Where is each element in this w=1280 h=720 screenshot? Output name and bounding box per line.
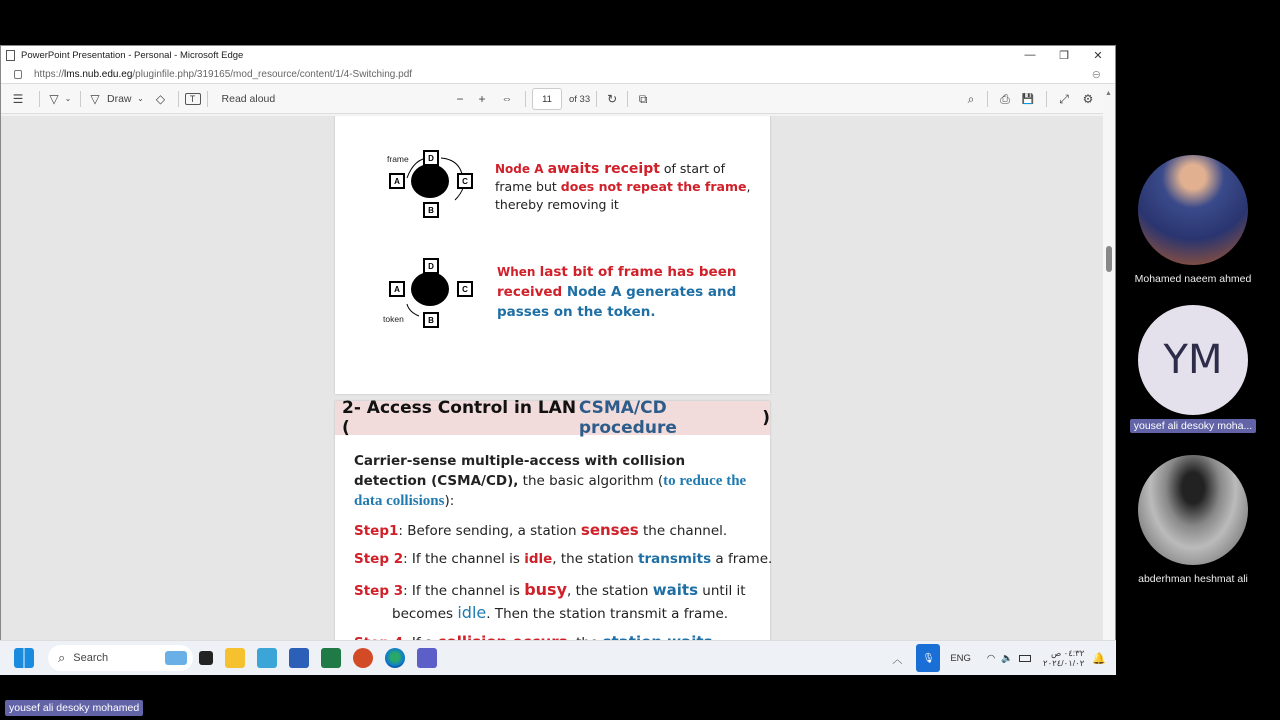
draw-button[interactable]: Draw bbox=[107, 92, 132, 105]
vertical-scrollbar[interactable] bbox=[1103, 86, 1115, 675]
wifi-icon[interactable]: ◠ bbox=[986, 652, 996, 664]
divider bbox=[80, 91, 81, 107]
draw-icon[interactable]: ▽ bbox=[90, 91, 100, 106]
search-highlight-icon bbox=[165, 651, 187, 665]
node-d: D bbox=[423, 258, 439, 274]
divider bbox=[207, 91, 208, 107]
window-title: PowerPoint Presentation - Personal - Microsoft Edge bbox=[21, 50, 244, 61]
node-c: C bbox=[457, 173, 473, 189]
section-header: 2- Access Control in LAN ( CSMA/CD procedure ) bbox=[335, 401, 770, 435]
intro-paragraph: Carrier-sense multiple-access with collision detection (CSMA/CD), the basic algorithm (to reduce the data collisions): bbox=[354, 453, 747, 509]
settings-icon[interactable]: ⚙ bbox=[1082, 92, 1094, 106]
word-icon[interactable] bbox=[289, 648, 309, 668]
frame-label: frame bbox=[387, 154, 409, 164]
powerpoint-icon[interactable] bbox=[353, 648, 373, 668]
url-scheme: https:// bbox=[34, 68, 65, 80]
page-icon bbox=[6, 50, 15, 61]
avatar-initials: YM bbox=[1138, 305, 1248, 415]
teams-icon[interactable] bbox=[417, 648, 437, 668]
address-bar[interactable] bbox=[1, 65, 1115, 84]
divider bbox=[627, 91, 628, 107]
notifications-icon[interactable]: 🔔 bbox=[1092, 652, 1106, 665]
node-a: A bbox=[389, 281, 405, 297]
browser-window bbox=[0, 45, 1116, 675]
zoom-indicator-icon[interactable]: ⊖ bbox=[1091, 68, 1101, 81]
highlight-icon[interactable]: ▽ bbox=[49, 91, 59, 106]
participant-name-badge: yousef ali desoky moha... bbox=[1130, 419, 1256, 433]
page-view-icon[interactable]: ⧉ bbox=[638, 91, 648, 106]
url-path: /pluginfile.php/319165/mod_resource/content/1/4-Switching.pdf bbox=[132, 68, 413, 80]
slide-page-top bbox=[335, 116, 770, 394]
scroll-up-icon[interactable]: ▲ bbox=[1105, 90, 1112, 97]
print-icon[interactable]: ⎙ bbox=[1000, 91, 1010, 106]
draw-chevron-icon[interactable]: ⌄ bbox=[137, 94, 144, 103]
search-icon[interactable]: ⌕ bbox=[967, 91, 975, 106]
participant-name: abderhman heshmat ali bbox=[1138, 573, 1248, 585]
restore-button[interactable]: ❐ bbox=[1059, 50, 1069, 62]
node-d: D bbox=[423, 150, 439, 166]
contents-icon[interactable]: ☰ bbox=[12, 91, 24, 106]
file-explorer-icon[interactable] bbox=[225, 648, 245, 668]
token-label: token bbox=[383, 314, 404, 324]
edge-icon[interactable] bbox=[385, 648, 405, 668]
step-1: Step1: Before sending, a station senses the channel. bbox=[354, 521, 728, 539]
task-view-icon[interactable] bbox=[199, 651, 213, 665]
slide-page-bottom bbox=[335, 398, 773, 675]
zoom-in-button[interactable]: + bbox=[478, 92, 486, 106]
volume-icon[interactable]: 🔈 bbox=[1001, 652, 1014, 664]
pdf-viewer[interactable] bbox=[1, 116, 1105, 675]
erase-icon[interactable]: ◇ bbox=[155, 91, 166, 106]
battery-icon[interactable] bbox=[1019, 655, 1031, 662]
step-2: Step 2: If the channel is idle, the station transmits a frame. bbox=[354, 551, 773, 567]
avatar-photo bbox=[1138, 455, 1248, 565]
system-tray bbox=[892, 644, 1116, 672]
excel-icon[interactable] bbox=[321, 648, 341, 668]
text-when-last-bit: When last bit of frame has been received Node A generates and passes on the token. bbox=[497, 264, 737, 320]
desktop-icon[interactable] bbox=[257, 648, 277, 668]
node-b: B bbox=[423, 202, 439, 218]
language-indicator[interactable]: ENG bbox=[950, 652, 971, 664]
zoom-out-button[interactable]: − bbox=[456, 92, 464, 106]
divider bbox=[596, 91, 597, 107]
divider bbox=[525, 91, 526, 107]
textbox-icon[interactable]: T bbox=[185, 93, 201, 105]
participant-tile-active[interactable] bbox=[1118, 305, 1268, 434]
taskbar-search[interactable]: ⌕ Search bbox=[48, 645, 193, 671]
node-a: A bbox=[389, 173, 405, 189]
page-total: of 33 bbox=[569, 93, 591, 105]
clock[interactable]: ٠٤:٣٢ ص ٢٠٢٤/٠١/٠٢ bbox=[1043, 648, 1085, 668]
highlight-chevron-icon[interactable]: ⌄ bbox=[64, 94, 72, 103]
divider bbox=[987, 91, 988, 107]
title-bar bbox=[1, 46, 1115, 65]
search-icon: ⌕ bbox=[58, 650, 66, 665]
divider bbox=[1046, 91, 1047, 107]
avatar-photo bbox=[1138, 155, 1248, 265]
node-b: B bbox=[423, 312, 439, 328]
speaker-name-badge: yousef ali desoky mohamed bbox=[5, 700, 143, 716]
participant-tile[interactable] bbox=[1118, 155, 1268, 285]
participant-name: Mohamed naeem ahmed bbox=[1134, 273, 1252, 285]
scroll-thumb[interactable] bbox=[1106, 246, 1112, 272]
step-3: Step 3: If the channel is busy, the station waits until it becomes idle. Then the station transmit a frame. bbox=[354, 580, 746, 622]
node-c: C bbox=[457, 281, 473, 297]
divider bbox=[178, 91, 179, 107]
ring-diagram-frame bbox=[385, 148, 485, 238]
url-host: lms.nub.edu.eg bbox=[64, 68, 133, 80]
participant-tile[interactable] bbox=[1118, 455, 1268, 585]
microphone-icon[interactable]: 🎙 bbox=[916, 644, 940, 672]
close-button[interactable]: ✕ bbox=[1093, 50, 1103, 62]
page-number-input[interactable]: 11 bbox=[532, 88, 562, 110]
taskbar bbox=[0, 640, 1116, 675]
minimize-button[interactable]: — bbox=[1024, 49, 1036, 61]
lock-icon[interactable] bbox=[14, 70, 22, 79]
show-hidden-icons-chevron-icon[interactable]: ︿ bbox=[892, 654, 903, 666]
fullscreen-icon[interactable]: ⤢ bbox=[1059, 91, 1069, 106]
fit-page-icon[interactable]: ⇔ bbox=[501, 93, 513, 105]
windows-start-icon[interactable] bbox=[14, 648, 34, 668]
rotate-icon[interactable]: ↻ bbox=[607, 92, 618, 106]
read-aloud-button[interactable]: Read aloud bbox=[221, 92, 276, 105]
divider bbox=[39, 91, 40, 107]
ring-diagram-token bbox=[385, 256, 485, 346]
pdf-toolbar bbox=[1, 84, 1115, 114]
save-icon[interactable]: 💾 bbox=[1021, 93, 1035, 105]
text-node-a-awaits: Node A awaits receipt of start of frame but does not repeat the frame, thereby removing it bbox=[495, 161, 751, 212]
